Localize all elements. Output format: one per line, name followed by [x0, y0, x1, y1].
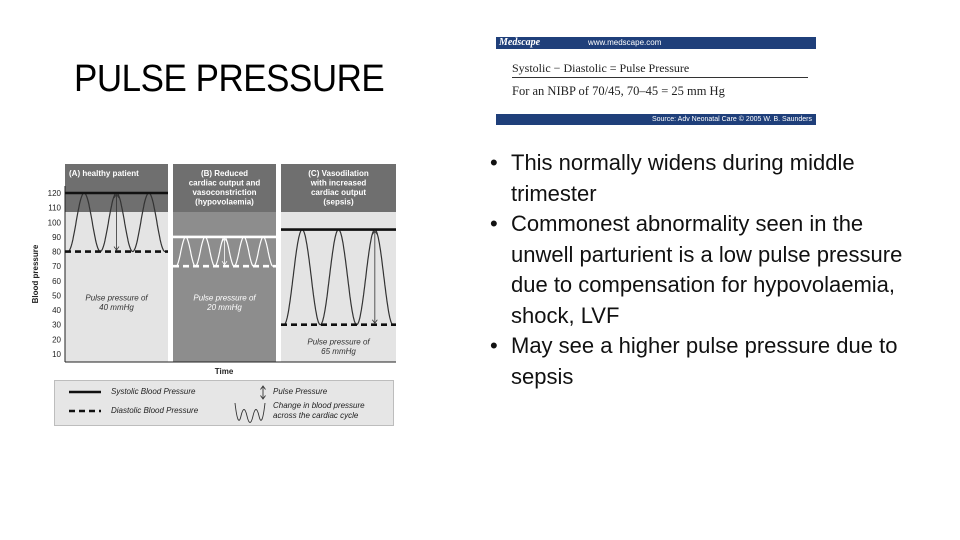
- panel-title: (C) Vasodilation with increased cardiac output (sepsis): [308, 169, 369, 207]
- pulse-pressure-equation: Systolic − Diastolic = Pulse Pressure: [512, 61, 690, 75]
- panel-title: (B) Reduced cardiac output and vasoconstriction (hypovolaemia): [188, 169, 261, 207]
- y-tick-label: 50: [52, 291, 61, 301]
- y-tick-label: 120: [47, 189, 61, 198]
- nibp-example: For an NIBP of 70/45, 70–45 = 25 mm Hg: [512, 84, 725, 98]
- legend-change-label: Change in blood pressure across the cardiac cycle: [273, 401, 365, 420]
- chart-legend: [54, 380, 394, 426]
- medscape-url: www.medscape.com: [588, 38, 662, 47]
- pulse-pressure-label: Pulse pressure of 20 mmHg: [193, 293, 256, 312]
- legend-wave-icon: [235, 403, 265, 423]
- medscape-source: Source: Adv Neonatal Care © 2005 W. B. Saunders: [651, 116, 812, 123]
- legend-diastolic-label: Diastolic Blood Pressure: [111, 406, 199, 415]
- y-tick-label: 40: [52, 306, 61, 316]
- panel-title: (A) healthy patient: [69, 169, 139, 178]
- slide-title: PULSE PRESSURE: [74, 58, 385, 100]
- y-tick-label: 110: [48, 203, 61, 213]
- bullet-item: • May see a higher pulse pressure due to sepsis: [490, 333, 898, 389]
- y-tick-label: 60: [52, 276, 61, 286]
- y-tick-label: 30: [52, 320, 61, 330]
- blood-pressure-chart-svg: [28, 160, 400, 382]
- y-axis-title: Blood pressure: [31, 244, 40, 304]
- legend-pulse-pressure-label: Pulse Pressure: [273, 387, 328, 396]
- y-tick-label: 20: [52, 335, 61, 345]
- legend-pulse-pressure-arrow: [261, 386, 266, 399]
- y-tick-label: 10: [52, 350, 61, 359]
- medscape-formula-figure: [496, 37, 816, 125]
- bullet-list: [490, 148, 920, 392]
- x-axis-title: Time: [214, 367, 234, 376]
- y-tick-label: 70: [52, 262, 61, 272]
- equation-divider: [512, 77, 808, 78]
- y-tick-label: 90: [52, 232, 61, 242]
- pulse-pressure-label: Pulse pressure of 40 mmHg: [85, 293, 148, 312]
- y-tick-label: 100: [47, 218, 61, 228]
- legend-systolic-label: Systolic Blood Pressure: [111, 387, 196, 396]
- bullet-item: • This normally widens during middle trimester: [490, 150, 855, 206]
- pulse-pressure-label: Pulse pressure of 65 mmHg: [307, 337, 370, 357]
- y-tick-label: 80: [52, 247, 61, 257]
- bullet-item: • Commonest abnormality seen in the unwell parturient is a low pulse pressure due to compensation for hypovolaemia, shock, LVF: [490, 211, 903, 328]
- medscape-logo: Medscape: [499, 37, 541, 48]
